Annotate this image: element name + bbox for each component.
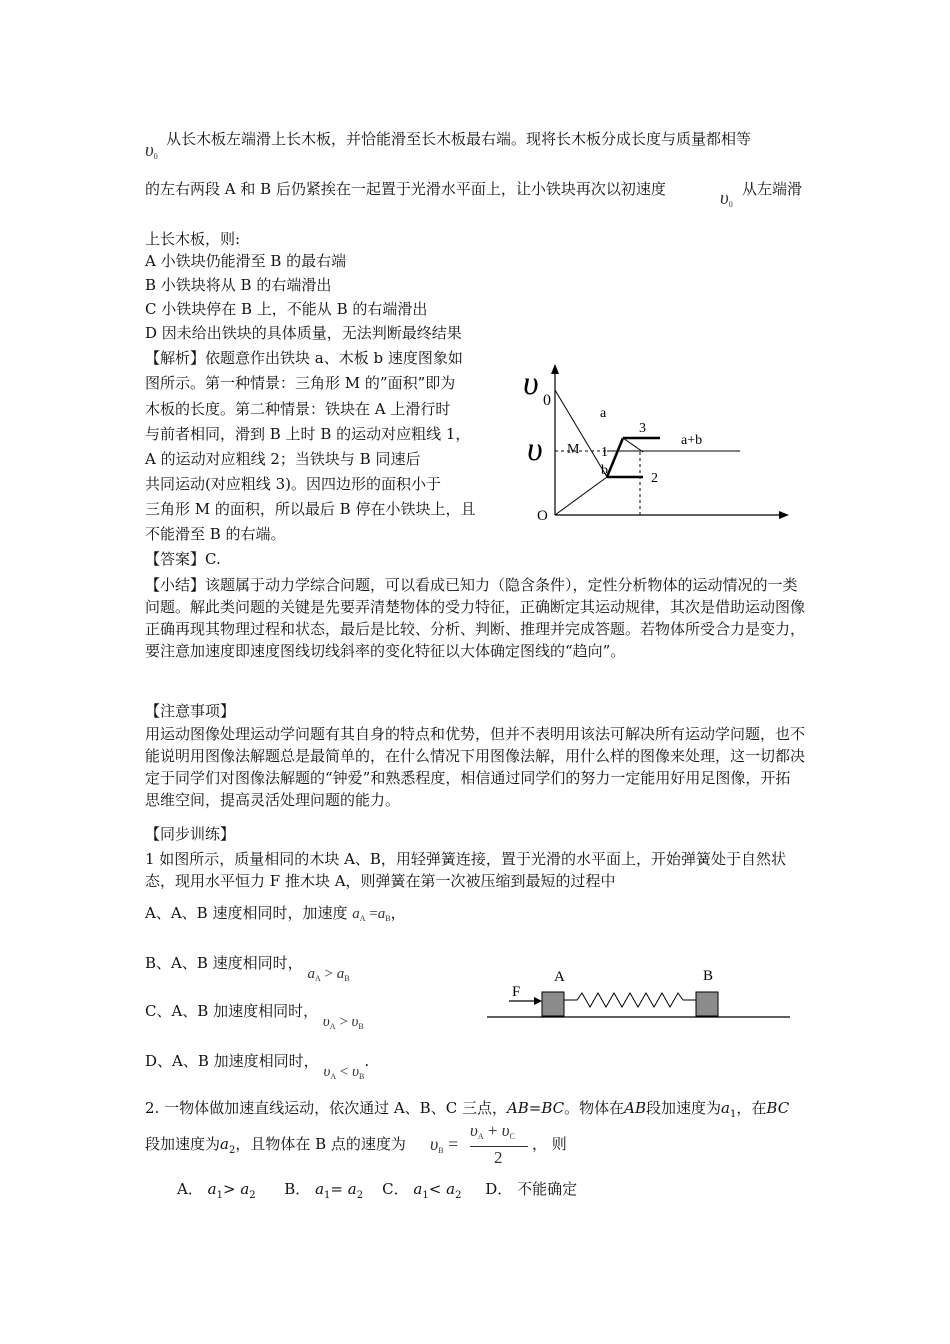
label-v0: υ <box>523 365 539 402</box>
option-c: C 小铁块停在 B 上，不能从 B 的右端滑出 <box>145 300 428 318</box>
analysis-line: 共同运动(对应粗线 3)。因四边形的面积小于 <box>145 475 442 493</box>
q2-line-2-end: ， 则 <box>532 1135 567 1153</box>
t-axis-arrow <box>779 511 789 519</box>
velocity-time-graph <box>515 360 795 530</box>
option-d: D 因未给出铁块的具体质量，无法判断最终结果 <box>145 324 462 342</box>
label-M: M <box>567 442 580 457</box>
line-b <box>555 477 607 515</box>
label-F: F <box>512 984 521 1000</box>
label-b: b <box>601 463 608 478</box>
q2-choice-d: D． 不能确定 <box>485 1180 578 1198</box>
block-a <box>542 992 564 1016</box>
label-a: a <box>600 406 607 421</box>
analysis-line: 【解析】依题意作出铁块 a、木板 b 速度图象如 <box>145 349 463 367</box>
quad-link <box>623 438 643 452</box>
q1-option-a: A、A、B 速度相同时，加速度 $a_A =a_B$， <box>145 904 406 923</box>
q2-fraction-numerator: $\upsilon_A + \upsilon_C$ <box>470 1121 515 1141</box>
force-arrowhead <box>534 997 542 1005</box>
intro-line-3: 上长木板，则: <box>145 230 241 248</box>
notes: 用运动图像处理运动学问题有其自身的特点和优势，但并不表明用该法可解决所有运动学问题，也不能说明用图像法解题总是最简单的，在什么情况下用图像法解，用什么样的图像来处理，这一切都决定于同学们对图像法解题的“钟爱”和熟悉程度，相信通过同学们的努力一定能用好用足图像，开拓思维空间，提高灵活处理问题的能力。 <box>145 725 806 809</box>
q1-option-c: C、A、B 加速度相同时， $\upsilon_A > \upsilon_B$ <box>145 1002 364 1031</box>
block-b <box>696 992 718 1016</box>
q2-choice-a: A． $a_1> a_2$ <box>177 1180 256 1201</box>
analysis-line: 三角形 M 的面积，所以最后 B 停在小铁块上，且 <box>145 500 476 518</box>
intro-line-2: 的左右两段 A 和 B 后仍紧挨在一起置于光滑水平面上，让小铁块再次以初速度 <box>145 180 666 198</box>
label-v: υ <box>527 431 543 468</box>
analysis-line: 木板的长度。第二种情景：铁块在 A 上滑行时 <box>145 400 451 418</box>
line-a <box>555 390 607 477</box>
thick-line-1 <box>607 438 623 477</box>
v-axis-arrow <box>551 364 559 374</box>
q2-vb-lhs: $\upsilon_B$ = <box>430 1134 459 1155</box>
label-origin: O <box>537 508 548 524</box>
q2-line-1: 2. 一物体做加速直线运动，依次通过 A、B、C 三点，AB=BC。物体在AB段加速度为$a_1$，在BC <box>145 1099 790 1120</box>
label-2: 2 <box>651 471 658 486</box>
option-a: A 小铁块仍能滑至 B 的最右端 <box>145 252 347 270</box>
analysis-line: 不能滑至 B 的右端。 <box>145 525 286 543</box>
spring-blocks-diagram <box>485 960 795 1025</box>
option-b: B 小铁块将从 B 的右端滑出 <box>145 276 332 294</box>
q2-choice-b: B． $a_1= a_2$ <box>284 1180 364 1201</box>
analysis-line: 图所示。第一种情景：三角形 M 的”面积”即为 <box>145 374 456 392</box>
v0-symbol-2: $\upsilon_0$ <box>720 188 733 209</box>
q1-option-d: D、A、B 加速度相同时， $\upsilon_A < \upsilon_B$. <box>145 1052 370 1081</box>
summary: 【小结】该题属于动力学综合问题，可以看成已知力（隐含条件），定性分析物体的运动情况的一类问题。解此类问题的关键是先要弄清楚物体的受力特征，正确断定其运动规律，其次是借助运动图像正确再现其物理过程和状态，最后是比较、分析、判断、推理并完成答题。若物体所受合力是变力，要注意加速度即速度图线切线斜率的变化特征以大体确定图线的“趋向”。 <box>145 576 806 660</box>
label-1: 1 <box>601 445 608 460</box>
label-3: 3 <box>639 421 646 436</box>
q1-stem: 1 如图所示，质量相同的木块 A、B，用轻弹簧连接，置于光滑的水平面上，开始弹簧处于自然状态，现用水平恒力 F 推木块 A，则弹簧在第一次被压缩到最短的过程中 <box>145 850 786 890</box>
analysis-line: 与前者相同，滑到 B 上时 B 的运动对应粗线 1， <box>145 425 471 443</box>
q2-fraction-denominator: 2 <box>494 1148 503 1167</box>
q1-option-b: B、A、B 速度相同时， $a_A > a_B$ <box>145 954 350 983</box>
spring <box>564 993 696 1007</box>
practice-title: 【同步训练】 <box>145 825 236 843</box>
notes-title: 【注意事项】 <box>145 702 236 720</box>
q2-choice-c: C． $a_1< a_2$ <box>382 1180 462 1201</box>
intro-line-1: 从长木板左端滑上长木板，并恰能滑至长木板最右端。现将长木板分成长度与质量都相等 <box>166 130 752 148</box>
q2-line-2: 段加速度为$a_2$，且物体在 B 点的速度为 <box>145 1135 406 1156</box>
q2-choices <box>177 1178 577 1207</box>
label-a-plus-b: a+b <box>681 433 703 448</box>
label-A: A <box>554 969 565 985</box>
intro-line-2-end: 从左端滑 <box>742 180 803 198</box>
label-v0-sub: 0 <box>543 392 551 409</box>
q2-fraction-bar <box>470 1146 528 1147</box>
analysis-line: A 的运动对应粗线 2；当铁块与 B 同速后 <box>145 450 421 468</box>
answer: 【答案】C. <box>145 550 221 568</box>
label-B: B <box>703 968 714 984</box>
v0-symbol-1: $\upsilon_0$ <box>145 140 158 161</box>
